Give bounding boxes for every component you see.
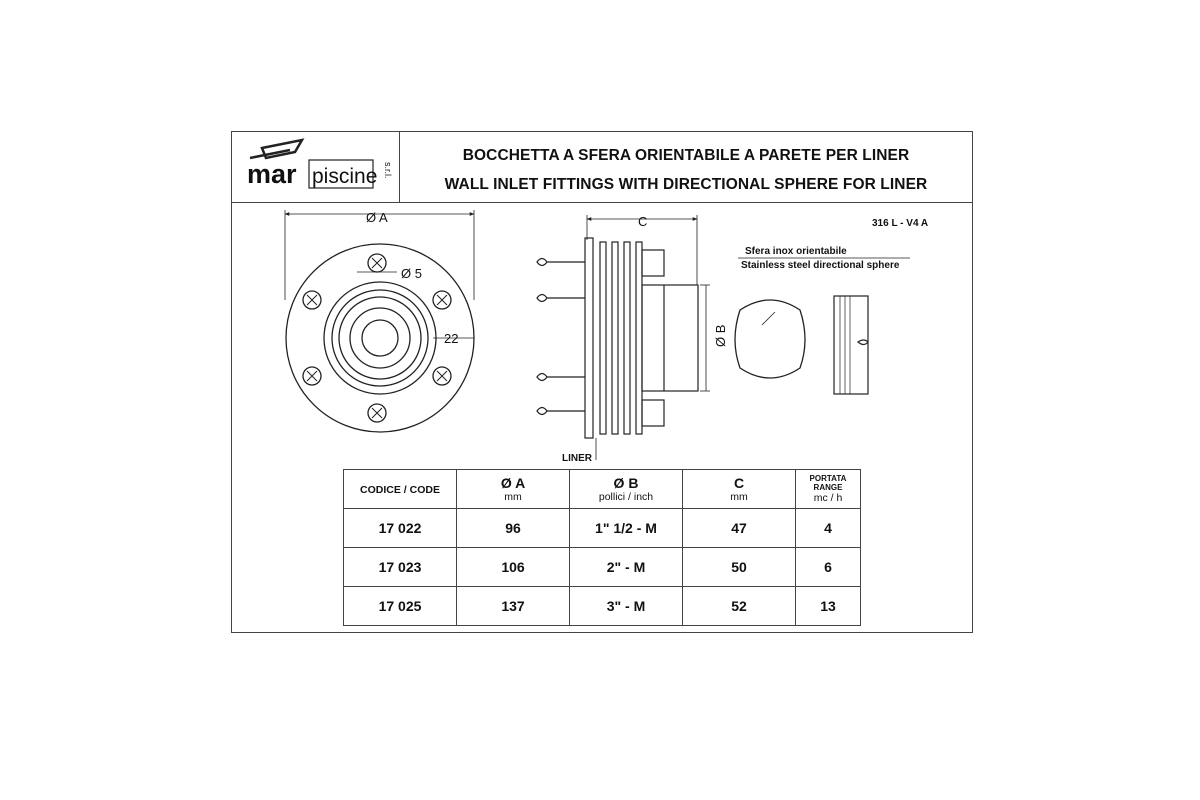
material-label: 316 L - V4 A — [872, 218, 929, 229]
table-row — [344, 548, 861, 587]
cell-dia-b: 2" - M — [570, 548, 683, 587]
cell-range: 6 — [796, 548, 861, 587]
cell-dia-a: 137 — [457, 587, 570, 626]
header-dia-b: Ø B pollici / inch — [570, 470, 683, 509]
dim-c-label: C — [638, 214, 648, 229]
sphere-label-it: Sfera inox orientabile — [745, 246, 847, 257]
cell-dia-a: 106 — [457, 548, 570, 587]
table-header-row — [344, 470, 861, 509]
company-logo — [247, 140, 393, 189]
logo-piscine: piscine — [312, 165, 378, 188]
screws — [537, 259, 585, 415]
cell-code: 17 025 — [344, 587, 457, 626]
liner-label: LINER — [562, 453, 592, 464]
cell-c: 47 — [683, 509, 796, 548]
cell-range: 4 — [796, 509, 861, 548]
title-italian: BOCCHETTA A SFERA ORIENTABILE A PARETE PER LINER — [462, 147, 910, 164]
cell-c: 52 — [683, 587, 796, 626]
table-row — [344, 587, 861, 626]
side-view — [537, 215, 710, 460]
cell-c: 50 — [683, 548, 796, 587]
cell-code: 17 023 — [344, 548, 457, 587]
cell-dia-b: 1" 1/2 - M — [570, 509, 683, 548]
table-row — [344, 509, 861, 548]
logo-srl: s.r.l. — [383, 162, 393, 179]
header-dia-a: Ø A mm — [457, 470, 570, 509]
sphere-label-en: Stainless steel directional sphere — [741, 260, 900, 271]
dim-hole-label: Ø 5 — [401, 266, 422, 281]
logo-mar: mar — [247, 159, 297, 189]
title-english: WALL INLET FITTINGS WITH DIRECTIONAL SPHERE FOR LINER — [444, 176, 928, 193]
directional-sphere — [735, 300, 805, 378]
cell-range: 13 — [796, 587, 861, 626]
screw-holes — [303, 254, 451, 422]
spec-table — [343, 469, 861, 626]
dim-b-label: Ø B — [713, 324, 728, 347]
threaded-nut — [834, 296, 868, 394]
front-view — [285, 210, 474, 432]
header-range: PORTATA RANGE mc / h — [796, 470, 861, 509]
header-code: CODICE / CODE — [344, 470, 457, 509]
dim-22-label: 22 — [444, 331, 459, 346]
dim-a-label: Ø A — [366, 210, 388, 225]
cell-code: 17 022 — [344, 509, 457, 548]
header-c: C mm — [683, 470, 796, 509]
cell-dia-a: 96 — [457, 509, 570, 548]
cell-dia-b: 3" - M — [570, 587, 683, 626]
